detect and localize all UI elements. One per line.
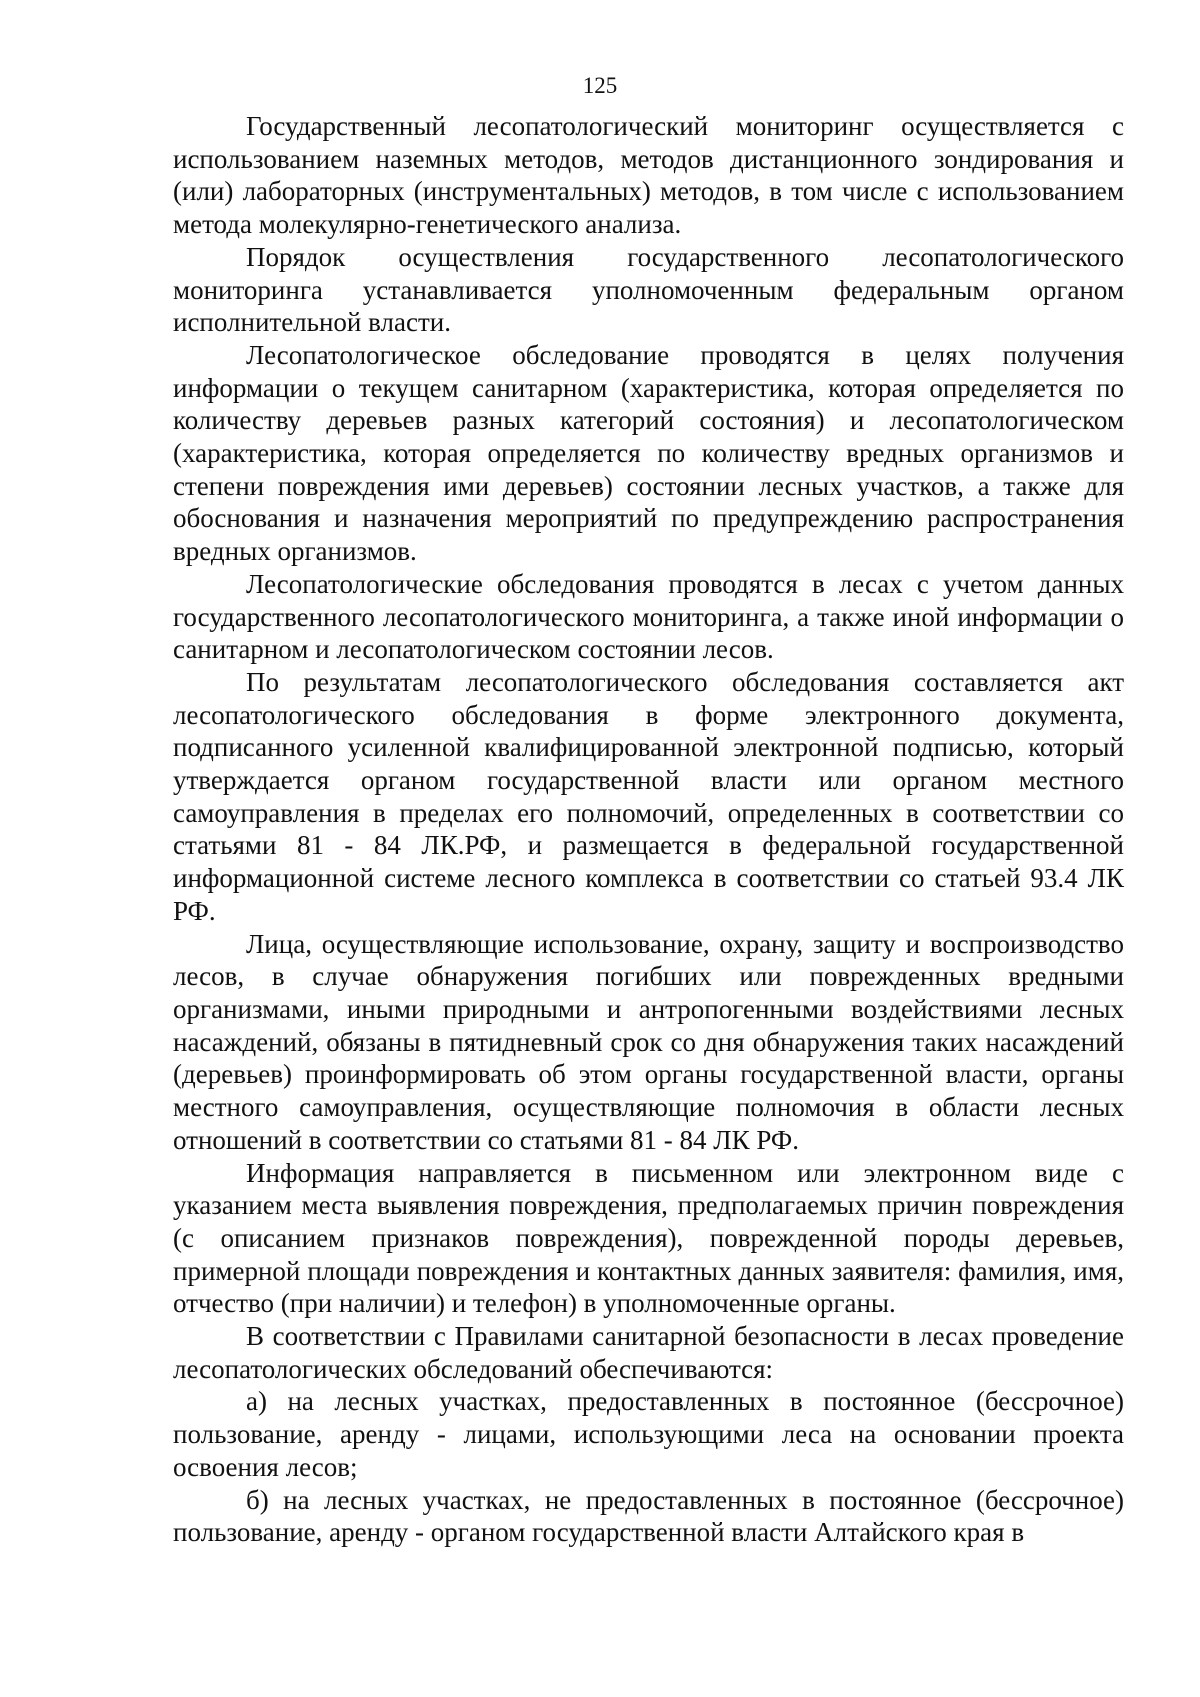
page-number: 125 [582,73,618,98]
paragraph-item-b: б) на лесных участках, не предоставленных в постоянное (бессрочное) пользование, аренду - органом государственной власти Алтайского края в [173,1484,1124,1548]
paragraph-item-a: а) на лесных участках, предоставленных в постоянное (бессрочное) пользование, аренду - лицами, использующими леса на основании проекта освоения лесов; [173,1386,1124,1482]
paragraph-sanitary-rules: В соответствии с Правилами санитарной безопасности в лесах проведение лесопатологических обследований обеспечиваются: [173,1321,1124,1384]
paragraph-monitoring-methods: Государственный лесопатологический мониторинг осуществляется с использованием наземных методов, методов дистанционного зондирования и (или) лабораторных (инструментальных) методов, в том числе с использованием метода молекулярно-генетического анализа. [173,111,1124,240]
paragraph-information-content: Информация направляется в письменном или электронном виде с указанием места выявления повреждения, предполагаемых причин повреждения (с описанием признаков повреждения), поврежденной породы деревьев, примерной площади повреждения и контактных данных заявителя: фамилия, имя, отчество (при наличии) и телефон) в уполномоченные органы. [173,1157,1124,1319]
paragraph-survey-purpose: Лесопатологическое обследование проводятся в целях получения информации о текущем санитарном (характеристика, которая определяется по количеству деревьев разных категорий состояния) и лесопатологическом (характеристика, которая определяется по количеству вредных организмов и степени повреждения ими деревьев) состоянии лесных участков, а также для обоснования и назначения мероприятий по предупреждению распространения вредных организмов. [173,339,1124,567]
paragraph-survey-act: По результатам лесопатологического обследования составляется акт лесопатологического обследования в форме электронного документа, подписанного усиленной квалифицированной электронной подписью, который утверждается органом государственной власти или органом местного самоуправления в пределах его полномочий, определенных в соответствии со статьями 81 - 84 ЛК.РФ, и размещается в федеральной государственной информационной системе лесного комплекса в соответствии со статьей 93.4 ЛК РФ. [173,666,1124,926]
paragraph-damage-reporting: Лица, осуществляющие использование, охрану, защиту и воспроизводство лесов, в случае обнаружения погибших или поврежденных вредными организмами, иными природными и антропогенными воздействиями лесных насаждений, обязаны в пятидневный срок со дня обнаружения таких насаждений (деревьев) проинформировать об этом органы государственной власти, органы местного самоуправления, осуществляющие полномочия в области лесных отношений в соответствии со статьями 81 - 84 ЛК РФ. [173,928,1124,1155]
document-body [173,110,1124,1549]
paragraph-survey-basis: Лесопатологические обследования проводятся в лесах с учетом данных государственного лесопатологического мониторинга, а также иной информации о санитарном и лесопатологическом состоянии лесов. [173,568,1124,665]
paragraph-monitoring-procedure: Порядок осуществления государственного лесопатологического мониторинга устанавливается уполномоченным федеральным органом исполнительной власти. [173,241,1124,338]
